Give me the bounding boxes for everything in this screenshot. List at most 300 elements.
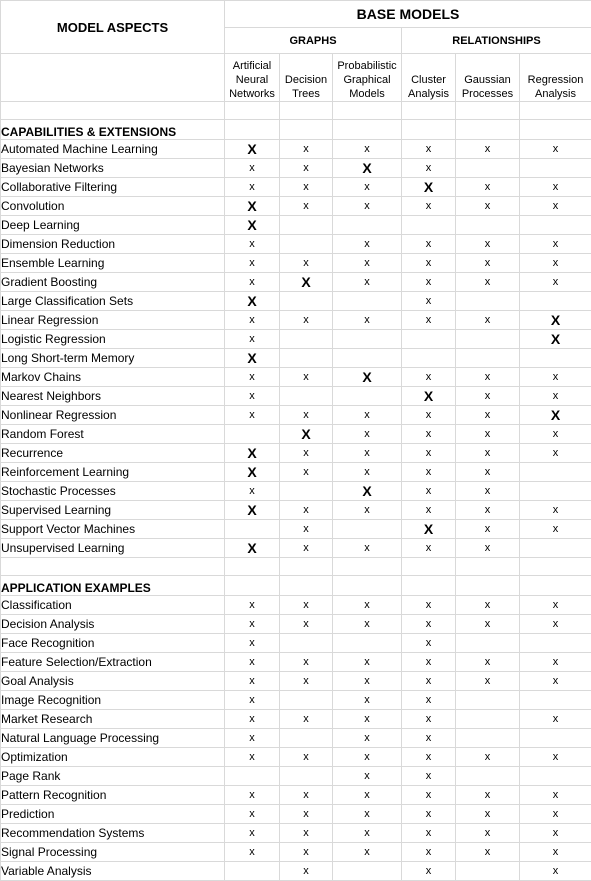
mark-cell: x (520, 387, 591, 406)
empty-cell (456, 120, 520, 140)
mark-cell: x (456, 805, 520, 824)
table-row (1, 596, 591, 615)
mark-cell: x (225, 843, 280, 862)
mark-cell (456, 349, 520, 368)
mark-cell: x (402, 672, 456, 691)
mark-cell: x (402, 482, 456, 501)
col-header-regression-analysis: Regression Analysis (520, 54, 591, 102)
mark-cell: X (280, 273, 333, 292)
mark-cell: x (520, 520, 591, 539)
row-label: Convolution (1, 197, 225, 216)
mark-cell: x (520, 235, 591, 254)
mark-cell: x (280, 463, 333, 482)
mark-cell (520, 482, 591, 501)
table-row (1, 406, 591, 425)
mark-cell: x (333, 824, 402, 843)
table-body (1, 1, 591, 881)
mark-cell: x (280, 824, 333, 843)
mark-cell: x (225, 634, 280, 653)
empty-cell (456, 102, 520, 120)
empty-cell (333, 558, 402, 576)
empty-cell (280, 558, 333, 576)
mark-cell: X (520, 311, 591, 330)
mark-cell (280, 387, 333, 406)
mark-cell: x (520, 615, 591, 634)
mark-cell: x (225, 653, 280, 672)
mark-cell: x (280, 159, 333, 178)
mark-cell: x (333, 653, 402, 672)
mark-cell: x (402, 691, 456, 710)
group-header-relationships: RELATIONSHIPS (402, 28, 591, 54)
mark-cell: x (333, 615, 402, 634)
mark-cell: x (280, 539, 333, 558)
mark-cell: X (333, 482, 402, 501)
mark-cell: x (225, 254, 280, 273)
mark-cell: x (402, 710, 456, 729)
mark-cell: x (520, 254, 591, 273)
mark-cell: x (333, 254, 402, 273)
mark-cell: x (225, 178, 280, 197)
mark-cell: x (225, 805, 280, 824)
row-label: Natural Language Processing (1, 729, 225, 748)
spacer-row (1, 558, 591, 576)
table-row (1, 748, 591, 767)
table-row (1, 140, 591, 159)
row-label: Unsupervised Learning (1, 539, 225, 558)
row-label: Random Forest (1, 425, 225, 444)
mark-cell (456, 729, 520, 748)
empty-cell (402, 558, 456, 576)
mark-cell (520, 463, 591, 482)
table-row (1, 539, 591, 558)
section-title: CAPABILITIES & EXTENSIONS (1, 120, 225, 140)
mark-cell: x (333, 710, 402, 729)
mark-cell: X (520, 330, 591, 349)
row-label: Prediction (1, 805, 225, 824)
mark-cell: x (225, 824, 280, 843)
mark-cell (280, 235, 333, 254)
mark-cell: X (520, 406, 591, 425)
mark-cell: x (402, 539, 456, 558)
mark-cell (520, 634, 591, 653)
mark-cell: x (456, 463, 520, 482)
mark-cell: x (456, 368, 520, 387)
table-row (1, 653, 591, 672)
mark-cell: x (402, 235, 456, 254)
mark-cell (225, 425, 280, 444)
mark-cell: x (280, 710, 333, 729)
mark-cell (456, 159, 520, 178)
row-label: Signal Processing (1, 843, 225, 862)
table-row (1, 463, 591, 482)
mark-cell: x (402, 463, 456, 482)
col-header-gaussian-processes: Gaussian Processes (456, 54, 520, 102)
row-label: Nonlinear Regression (1, 406, 225, 425)
empty-cell (280, 120, 333, 140)
mark-cell: x (456, 824, 520, 843)
table-row (1, 216, 591, 235)
mark-cell (333, 349, 402, 368)
mark-cell (333, 292, 402, 311)
mark-cell: X (225, 463, 280, 482)
mark-cell: x (333, 596, 402, 615)
table-row (1, 311, 591, 330)
header-row-base-models (1, 1, 591, 28)
mark-cell: x (333, 843, 402, 862)
mark-cell: x (402, 406, 456, 425)
mark-cell: x (333, 539, 402, 558)
row-label: Ensemble Learning (1, 254, 225, 273)
table-row (1, 444, 591, 463)
row-label: Gradient Boosting (1, 273, 225, 292)
header-row-columns (1, 54, 591, 102)
mark-cell: X (402, 178, 456, 197)
mark-cell: x (402, 292, 456, 311)
mark-cell: x (225, 159, 280, 178)
mark-cell: x (402, 824, 456, 843)
row-label: Long Short-term Memory (1, 349, 225, 368)
row-label: Image Recognition (1, 691, 225, 710)
row-label: Stochastic Processes (1, 482, 225, 501)
mark-cell: x (225, 710, 280, 729)
mark-cell (333, 387, 402, 406)
empty-cell (225, 102, 280, 120)
mark-cell: x (520, 368, 591, 387)
row-label: Variable Analysis (1, 862, 225, 881)
mark-cell (333, 862, 402, 881)
mark-cell: x (402, 311, 456, 330)
row-label: Markov Chains (1, 368, 225, 387)
row-label: Support Vector Machines (1, 520, 225, 539)
mark-cell: x (333, 311, 402, 330)
mark-cell: x (225, 273, 280, 292)
row-label: Goal Analysis (1, 672, 225, 691)
mark-cell (280, 634, 333, 653)
table-row (1, 292, 591, 311)
table-row (1, 824, 591, 843)
mark-cell (402, 330, 456, 349)
mark-cell: x (402, 767, 456, 786)
row-label: Large Classification Sets (1, 292, 225, 311)
mark-cell: x (456, 520, 520, 539)
mark-cell (225, 767, 280, 786)
mark-cell (456, 691, 520, 710)
mark-cell: x (402, 862, 456, 881)
group-header-graphs: GRAPHS (225, 28, 402, 54)
mark-cell: x (280, 520, 333, 539)
empty-cell (402, 120, 456, 140)
mark-cell: x (402, 805, 456, 824)
mark-cell: X (402, 387, 456, 406)
mark-cell (333, 520, 402, 539)
mark-cell: x (402, 425, 456, 444)
mark-cell: x (520, 140, 591, 159)
row-label: Optimization (1, 748, 225, 767)
mark-cell: x (225, 406, 280, 425)
mark-cell (520, 216, 591, 235)
mark-cell (280, 691, 333, 710)
mark-cell (280, 292, 333, 311)
table-row (1, 501, 591, 520)
mark-cell: x (456, 311, 520, 330)
mark-cell: x (402, 254, 456, 273)
mark-cell: x (280, 140, 333, 159)
empty-cell (402, 102, 456, 120)
col-header-cluster-analysis: Cluster Analysis (402, 54, 456, 102)
mark-cell (402, 349, 456, 368)
mark-cell: x (456, 482, 520, 501)
mark-cell: x (456, 748, 520, 767)
mark-cell: x (520, 748, 591, 767)
mark-cell: x (333, 444, 402, 463)
mark-cell (456, 767, 520, 786)
mark-cell: x (280, 311, 333, 330)
mark-cell: x (280, 444, 333, 463)
row-label: Reinforcement Learning (1, 463, 225, 482)
mark-cell: x (333, 767, 402, 786)
mark-cell: x (333, 691, 402, 710)
mark-cell: x (280, 197, 333, 216)
row-label: Automated Machine Learning (1, 140, 225, 159)
table-row (1, 368, 591, 387)
mark-cell (456, 330, 520, 349)
mark-cell: x (520, 805, 591, 824)
mark-cell (456, 862, 520, 881)
mark-cell: x (456, 406, 520, 425)
mark-cell: x (456, 843, 520, 862)
empty-cell (225, 120, 280, 140)
row-label: Linear Regression (1, 311, 225, 330)
row-label: Feature Selection/Extraction (1, 653, 225, 672)
mark-cell: x (280, 596, 333, 615)
table-row (1, 349, 591, 368)
row-label: Market Research (1, 710, 225, 729)
mark-cell (520, 292, 591, 311)
mark-cell: x (280, 672, 333, 691)
mark-cell (520, 539, 591, 558)
mark-cell: x (225, 311, 280, 330)
mark-cell: x (520, 786, 591, 805)
table-row (1, 615, 591, 634)
mark-cell (280, 482, 333, 501)
mark-cell: x (402, 501, 456, 520)
section-header-row (1, 120, 591, 140)
row-label: Deep Learning (1, 216, 225, 235)
mark-cell: x (456, 672, 520, 691)
empty-cell (456, 576, 520, 596)
mark-cell (456, 292, 520, 311)
row-label: Supervised Learning (1, 501, 225, 520)
mark-cell: X (225, 292, 280, 311)
section-header-row (1, 576, 591, 596)
mark-cell: x (520, 824, 591, 843)
mark-cell (225, 520, 280, 539)
mark-cell: x (225, 330, 280, 349)
mark-cell: x (280, 178, 333, 197)
row-label: Collaborative Filtering (1, 178, 225, 197)
table-row (1, 273, 591, 292)
mark-cell: x (456, 178, 520, 197)
mark-cell: x (333, 748, 402, 767)
col-header-pgm: Probabilistic Graphical Models (333, 54, 402, 102)
mark-cell: x (456, 273, 520, 292)
mark-cell: x (520, 710, 591, 729)
mark-cell: x (333, 235, 402, 254)
mark-cell (520, 349, 591, 368)
mark-cell: x (456, 387, 520, 406)
mark-cell (520, 767, 591, 786)
mark-cell (333, 330, 402, 349)
row-label: Pattern Recognition (1, 786, 225, 805)
mark-cell: x (520, 273, 591, 292)
table-row (1, 672, 591, 691)
table-row (1, 520, 591, 539)
mark-cell: x (402, 843, 456, 862)
mark-cell: X (280, 425, 333, 444)
mark-cell: x (520, 653, 591, 672)
mark-cell (280, 729, 333, 748)
mark-cell: x (402, 615, 456, 634)
mark-cell (456, 216, 520, 235)
mark-cell: x (280, 805, 333, 824)
mark-cell: x (280, 254, 333, 273)
mark-cell: X (225, 349, 280, 368)
mark-cell: x (520, 197, 591, 216)
empty-cell (225, 576, 280, 596)
mark-cell: X (225, 444, 280, 463)
mark-cell: x (456, 653, 520, 672)
mark-cell: x (280, 786, 333, 805)
empty-cell (1, 558, 225, 576)
mark-cell (280, 330, 333, 349)
table-row (1, 862, 591, 881)
mark-cell: x (225, 672, 280, 691)
mark-cell: x (225, 729, 280, 748)
mark-cell: x (333, 501, 402, 520)
table-row (1, 710, 591, 729)
row-label: Logistic Regression (1, 330, 225, 349)
mark-cell: x (280, 653, 333, 672)
table-row (1, 254, 591, 273)
mark-cell: x (225, 482, 280, 501)
mark-cell: x (333, 425, 402, 444)
empty-cell (402, 576, 456, 596)
table-row (1, 786, 591, 805)
mark-cell (280, 767, 333, 786)
mark-cell: x (280, 862, 333, 881)
mark-cell: x (280, 843, 333, 862)
mark-cell: x (225, 387, 280, 406)
mark-cell (456, 710, 520, 729)
empty-cell (333, 102, 402, 120)
mark-cell: x (456, 235, 520, 254)
table-row (1, 482, 591, 501)
mark-cell: x (225, 596, 280, 615)
table-row (1, 178, 591, 197)
table-row (1, 634, 591, 653)
col-header-decision-trees: Decision Trees (280, 54, 333, 102)
table-row (1, 235, 591, 254)
mark-cell: X (225, 539, 280, 558)
empty-cell (456, 558, 520, 576)
mark-cell: x (402, 368, 456, 387)
row-label: Dimension Reduction (1, 235, 225, 254)
mark-cell: x (225, 615, 280, 634)
empty-cell (520, 558, 591, 576)
base-models-header: BASE MODELS (225, 1, 591, 28)
row-label: Face Recognition (1, 634, 225, 653)
mark-cell: x (402, 197, 456, 216)
mark-cell: x (333, 729, 402, 748)
mark-cell: x (225, 368, 280, 387)
mark-cell: x (456, 444, 520, 463)
mark-cell: x (402, 444, 456, 463)
mark-cell (520, 729, 591, 748)
mark-cell: x (280, 748, 333, 767)
row-label: Page Rank (1, 767, 225, 786)
mark-cell: x (402, 159, 456, 178)
row-label: Bayesian Networks (1, 159, 225, 178)
mark-cell: x (402, 140, 456, 159)
mark-cell: x (456, 615, 520, 634)
mark-cell: X (333, 368, 402, 387)
mark-cell: x (225, 691, 280, 710)
mark-cell: x (225, 748, 280, 767)
table-row (1, 691, 591, 710)
mark-cell: x (456, 596, 520, 615)
mark-cell: X (225, 197, 280, 216)
mark-cell: x (520, 862, 591, 881)
mark-cell: x (456, 539, 520, 558)
mark-cell: x (402, 596, 456, 615)
empty-cell (520, 120, 591, 140)
empty-cell (280, 102, 333, 120)
table-row (1, 805, 591, 824)
mark-cell (225, 862, 280, 881)
mark-cell (280, 216, 333, 235)
mark-cell (402, 216, 456, 235)
mark-cell: x (520, 843, 591, 862)
empty-cell (1, 102, 225, 120)
mark-cell (456, 634, 520, 653)
mark-cell: x (333, 672, 402, 691)
mark-cell: X (225, 216, 280, 235)
mark-cell: x (333, 786, 402, 805)
empty-cell (520, 576, 591, 596)
mark-cell: x (456, 425, 520, 444)
mark-cell: x (280, 501, 333, 520)
row-label: Nearest Neighbors (1, 387, 225, 406)
table-row (1, 159, 591, 178)
table-row (1, 729, 591, 748)
section-title: APPLICATION EXAMPLES (1, 576, 225, 596)
empty-cell (333, 576, 402, 596)
mark-cell: x (520, 672, 591, 691)
mark-cell: x (333, 406, 402, 425)
mark-cell: X (225, 140, 280, 159)
row-label: Recurrence (1, 444, 225, 463)
mark-cell: x (456, 786, 520, 805)
table-row (1, 387, 591, 406)
mark-cell: x (333, 463, 402, 482)
mark-cell: X (333, 159, 402, 178)
mark-cell: X (402, 520, 456, 539)
mark-cell: x (280, 615, 333, 634)
mark-cell: x (520, 596, 591, 615)
mark-cell: x (333, 273, 402, 292)
mark-cell: x (333, 805, 402, 824)
mark-cell: x (402, 273, 456, 292)
